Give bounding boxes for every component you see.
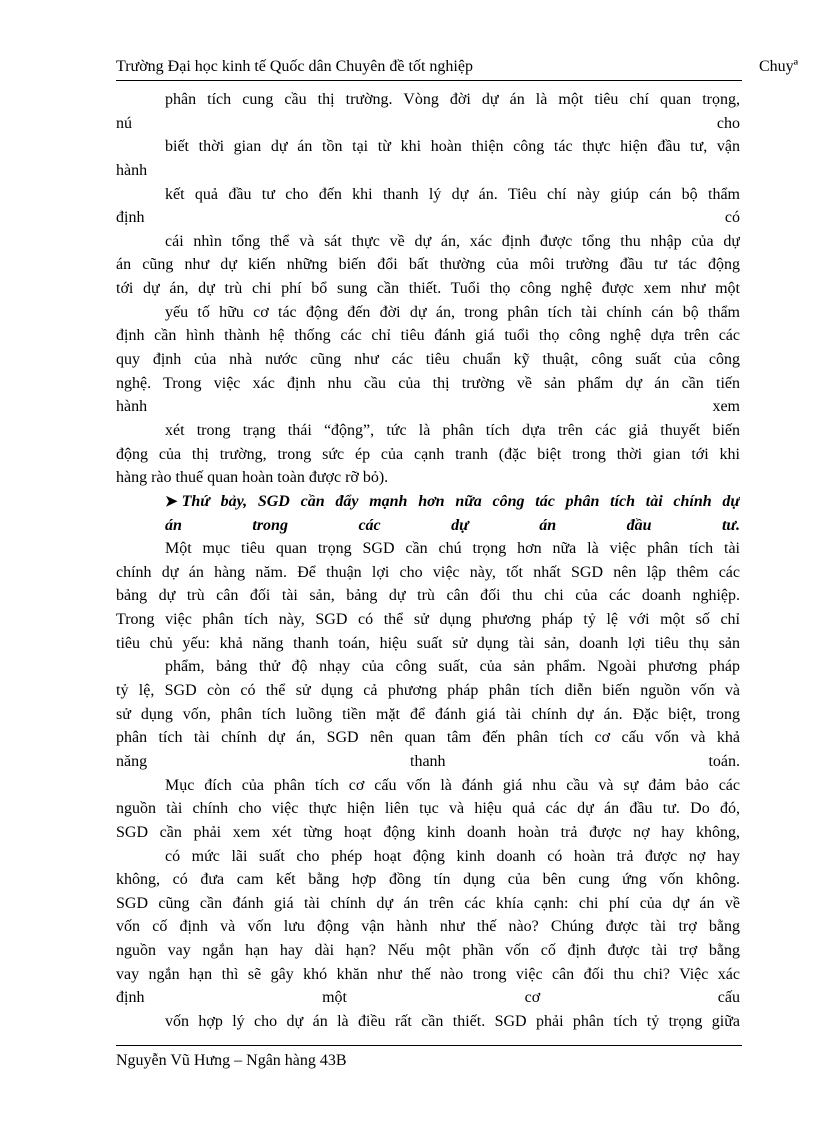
text-line: phân tích tài chính dự án, SGD nên quan tâm đến phân tích cơ cấu vốn và khả <box>116 729 740 747</box>
section-heading-text: Thứ bảy, SGD cần đẩy mạnh hơn nữa công tác phân tích tài chính dự <box>181 492 740 510</box>
text-line: án cũng như dự kiến những biến đổi bất thường của môi trường đầu tư tác động <box>116 256 740 274</box>
text-line: kết quả đầu tư cho đến khi thanh lý dự án. Tiêu chí này giúp cán bộ thẩm <box>165 185 740 203</box>
text-line: tới dự án, dự trù chi phí bổ sung cần thiết. Tuổi thọ công nghệ được xem như một <box>116 280 740 298</box>
section-heading-line: án trong các dự án đầu tư. <box>165 516 740 534</box>
text-line: nghệ. Trong việc xác định nhu cầu của thị trường về sản phẩm dự án cần tiến <box>116 374 740 392</box>
document-body <box>116 88 740 1034</box>
text-line: có mức lãi suất cho phép hoạt động kinh doanh có hoàn trả được nợ hay <box>165 847 740 865</box>
text-line: hàng rào thuế quan hoàn toàn được rỡ bỏ). <box>116 469 389 487</box>
arrow-bullet-icon: ➤ <box>165 493 178 510</box>
header-divider <box>116 80 742 81</box>
text-line: định có <box>116 209 740 227</box>
footer-divider <box>116 1045 742 1046</box>
text-line: cái nhìn tổng thể và sát thực về dự án, xác định được tổng thu nhập của dự <box>165 232 740 250</box>
text-line: tiêu chủ yếu: khả năng thanh toán, hiệu suất sử dụng tài sản, doanh lợi tiêu thụ sản <box>116 634 740 652</box>
text-line: sử dụng vốn, phân tích luồng tiền mặt để đánh giá tài chính dự án. Đặc biệt, trong <box>116 705 740 723</box>
text-line: yếu tố hữu cơ tác động đến đời dự án, trong phân tích tài chính cán bộ thẩm <box>165 303 740 321</box>
text-line: định cần hình thành hệ thống các chỉ tiêu đánh giá tuổi thọ công nghệ dựa trên các <box>116 327 740 345</box>
text-line: hành xem <box>116 398 740 416</box>
header-title: Trường Đại học kinh tế Quốc dân Chuyên đề tốt nghiệp <box>116 58 473 75</box>
text-line: vay ngắn hạn thì sẽ gây khó khăn như thế nào trong việc cân đối thu chi? Việc xác <box>116 965 740 983</box>
text-line: vốn cố định và vốn lưu động vận hành như thế nào? Chúng được tài trợ bằng <box>116 918 740 936</box>
text-line: quy định của nhà nước cũng như các tiêu chuẩn kỹ thuật, công suất của công <box>116 351 740 369</box>
page-footer: Nguyễn Vũ Hưng – Ngân hàng 43B <box>116 1052 347 1069</box>
text-line: phân tích cung cầu thị trường. Vòng đời dự án là một tiêu chí quan trọng, <box>165 91 740 108</box>
text-line: phẩm, bảng thử độ nhạy của công suất, của sản phẩm. Ngoài phương pháp <box>165 658 740 676</box>
text-line: biết thời gian dự án tồn tại từ khi hoàn thiện công tác thực hiện đầu tư, vận <box>165 138 740 156</box>
text-line: định một cơ cấu <box>116 989 740 1007</box>
text-line: Mục đích của phân tích cơ cấu vốn là đánh giá nhu cầu và sự đảm bảo các <box>165 776 740 794</box>
text-line: bảng dự trù cân đối tài sản, bảng dự trù cân đối thu chi của các doanh nghiệp. <box>116 587 740 605</box>
text-line: chính dự án hàng năm. Để thuận lợi cho việc này, tốt nhất SGD nên lập thêm các <box>116 563 740 581</box>
header-truncated-text: Chuyª <box>759 58 799 75</box>
text-line: Một mục tiêu quan trọng SGD cần chú trọng hơn nữa là việc phân tích tài <box>165 540 740 558</box>
text-line: vốn hợp lý cho dự án là điều rất cần thiết. SGD phải phân tích tỷ trọng giữa <box>165 1012 740 1030</box>
text-line: động của thị trường, trong sức ép của cạnh tranh (đặc biệt trong thời gian tới khi <box>116 445 740 463</box>
text-line: nguồn vay ngắn hạn hay dài hạn? Nếu một phần vốn cố định được tài trợ bằng <box>116 942 740 960</box>
text-line: không, có đưa cam kết bằng hợp đồng tín dụng của bên cung ứng vốn không. <box>116 871 740 889</box>
text-line: tỷ lệ, SGD còn có thể sử dụng cả phương pháp phân tích diễn biến nguồn vốn và <box>116 682 740 700</box>
text-line: xét trong trạng thái “động”, tức là phân tích dựa trên các giả thuyết biến <box>165 421 740 439</box>
text-line: Trong việc phân tích này, SGD có thể sử dụng phương pháp tỷ lệ với một số chỉ <box>116 611 740 629</box>
text-line: năng thanh toán. <box>116 752 740 770</box>
text-line: SGD cần phải xem xét từng hoạt động kinh doanh hoàn trả được nợ hay không, <box>116 823 740 841</box>
text-line: SGD cũng cần đánh giá tài chính dự án trên các khía cạnh: chi phí của dự án về <box>116 894 740 912</box>
text-line: nguồn tài chính cho việc thực hiện liên tục và hiệu quả các dự án đầu tư. Do đó, <box>116 800 740 818</box>
page-header <box>116 54 816 80</box>
section-heading <box>116 490 740 514</box>
text-line: hành <box>116 161 148 179</box>
text-line: nú cho <box>116 114 740 132</box>
